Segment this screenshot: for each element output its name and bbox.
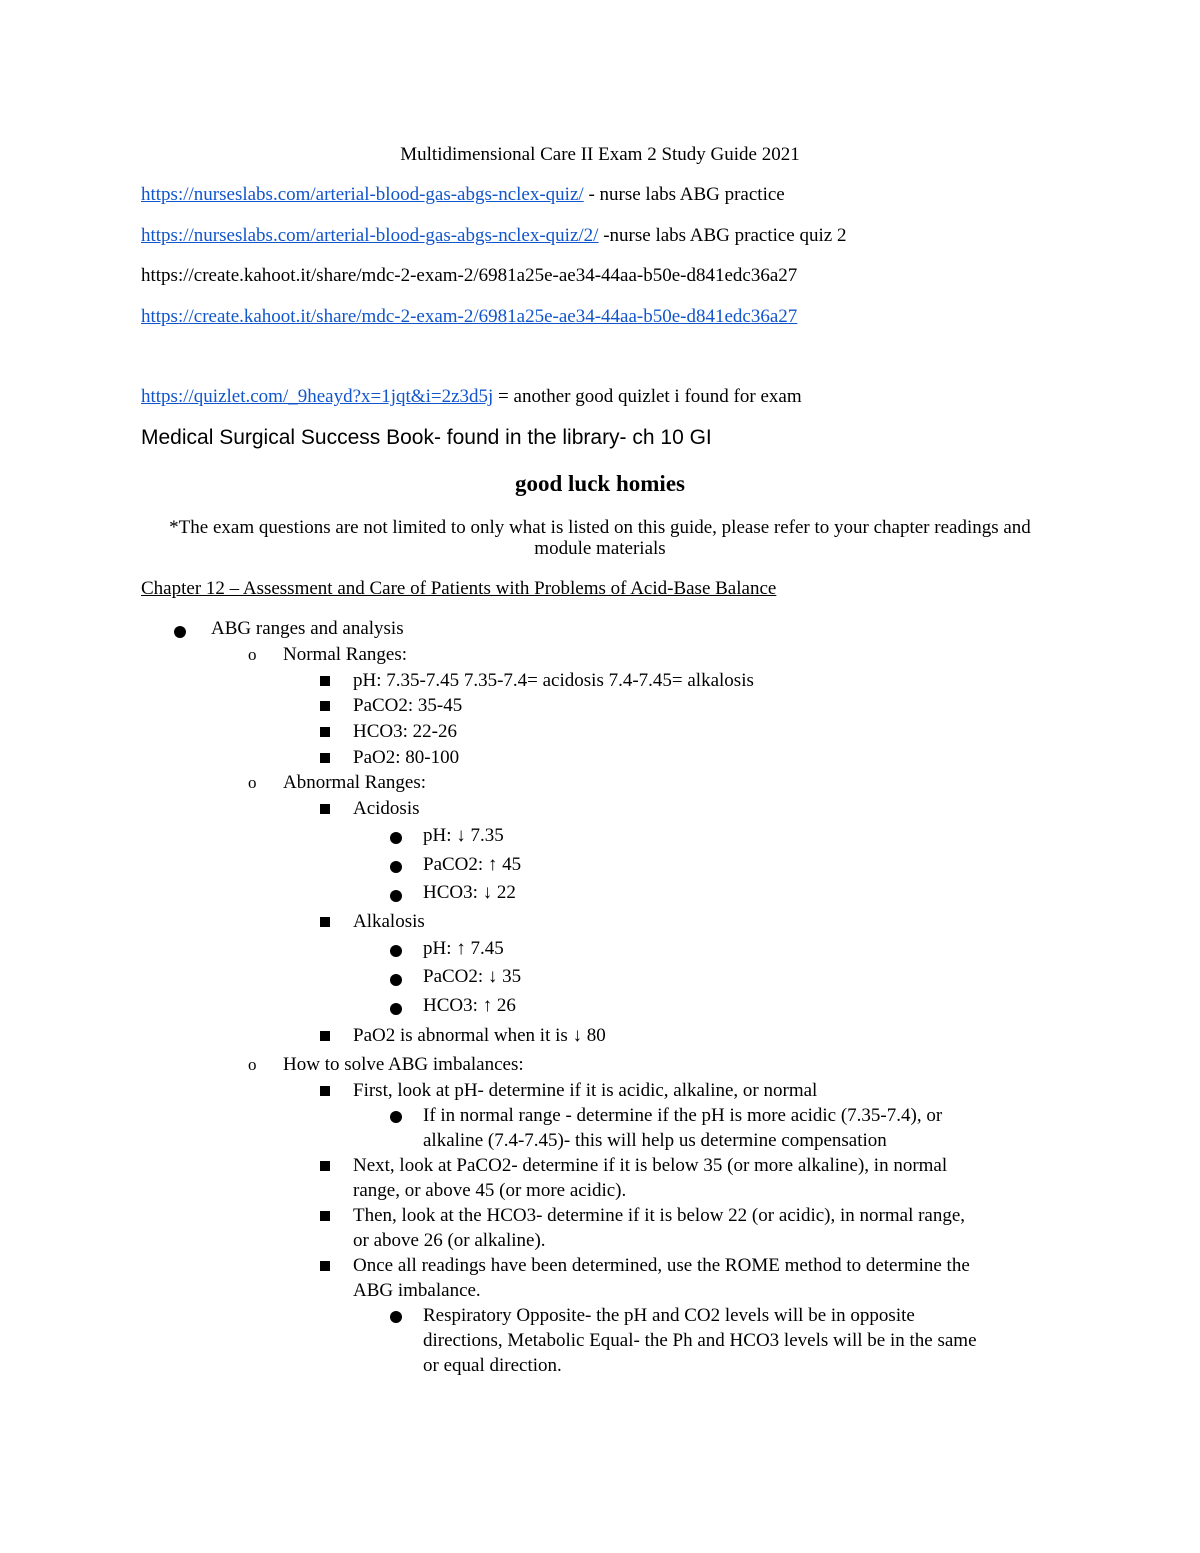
quizlet-line xyxy=(141,386,802,408)
outline-item-continued: or above 26 (or alkaline). xyxy=(353,1230,546,1251)
nurselabs-quiz-link[interactable]: https://nurseslabs.com/arterial-blood-gas-abgs-nclex-quiz/ xyxy=(141,184,584,205)
outline-item: Normal Ranges: xyxy=(283,644,408,665)
outline-item: Abnormal Ranges: xyxy=(283,772,427,793)
outline-item-continued: directions, Metabolic Equal- the Ph and HCO3 levels will be in the same xyxy=(423,1330,977,1351)
outline-item: HCO3: ↓ 22 xyxy=(423,882,516,903)
outline-item: ABG ranges and analysis xyxy=(211,618,404,639)
outline-item-continued: or equal direction. xyxy=(423,1355,562,1376)
outline-item: Once all readings have been determined, use the ROME method to determine the xyxy=(353,1255,970,1276)
disclaimer-line-2: module materials xyxy=(534,538,666,559)
hollow-o-bullet-icon: o xyxy=(248,645,257,664)
outline-item: pH: ↓ 7.35 xyxy=(423,825,504,846)
book-note: Medical Surgical Success Book- found in the library- ch 10 GI xyxy=(141,426,712,449)
outline-item: HCO3: ↑ 26 xyxy=(423,995,516,1016)
link-description: -nurse labs ABG practice quiz 2 xyxy=(598,225,847,246)
outline-item: pH: 7.35-7.45 7.35-7.4= acidosis 7.4-7.45= alkalosis xyxy=(353,670,754,691)
outline-item: PaO2: 80-100 xyxy=(353,747,460,768)
outline-item: Then, look at the HCO3- determine if it is below 22 (or acidic), in normal range, xyxy=(353,1205,966,1226)
outline-item: pH: ↑ 7.45 xyxy=(423,938,504,959)
outline-item: PaCO2: 35-45 xyxy=(353,695,463,716)
kahoot-link[interactable]: https://create.kahoot.it/share/mdc-2-exam-2/6981a25e-ae34-44aa-b50e-d841edc36a27 xyxy=(141,306,798,327)
nurselabs-quiz-2-link[interactable]: https://nurseslabs.com/arterial-blood-gas-abgs-nclex-quiz/2/ xyxy=(141,225,599,246)
outline-item: PaCO2: ↑ 45 xyxy=(423,854,522,875)
outline-item-continued: alkaline (7.4-7.45)- this will help us determine compensation xyxy=(423,1130,887,1151)
link-line-kahoot xyxy=(141,306,797,328)
quizlet-link[interactable]: https://quizlet.com/_9heayd?x=1jqt&i=2z3d5j xyxy=(141,386,494,407)
outline-item: If in normal range - determine if the pH is more acidic (7.35-7.4), or xyxy=(423,1105,943,1126)
hollow-o-bullet-icon: o xyxy=(248,773,257,792)
chapter-heading: Chapter 12 – Assessment and Care of Patients with Problems of Acid-Base Balance xyxy=(141,578,777,599)
outline-item: Respiratory Opposite- the pH and CO2 levels will be in opposite xyxy=(423,1305,915,1326)
disclaimer-line-1: *The exam questions are not limited to only what is listed on this guide, please refer to your chapter readings and xyxy=(169,517,1031,538)
outline-item: First, look at pH- determine if it is acidic, alkaline, or normal xyxy=(353,1080,818,1101)
outline-item: PaCO2: ↓ 35 xyxy=(423,966,522,987)
quizlet-description: = another good quizlet i found for exam xyxy=(493,386,802,407)
outline-item-continued: ABG imbalance. xyxy=(353,1280,481,1301)
link-description: - nurse labs ABG practice xyxy=(583,184,785,205)
outline-item: PaO2 is abnormal when it is ↓ 80 xyxy=(353,1025,606,1046)
outline-item: How to solve ABG imbalances: xyxy=(283,1054,524,1075)
document-title: Multidimensional Care II Exam 2 Study Guide 2021 xyxy=(400,144,800,165)
kahoot-plain-url: https://create.kahoot.it/share/mdc-2-exam-2/6981a25e-ae34-44aa-b50e-d841edc36a27 xyxy=(141,265,798,286)
outline-item-continued: range, or above 45 (or more acidic). xyxy=(353,1180,627,1201)
outline-item: HCO3: 22-26 xyxy=(353,721,457,742)
hollow-o-bullet-icon: o xyxy=(248,1055,257,1074)
outline-item: Alkalosis xyxy=(353,911,425,932)
outline-item: Next, look at PaCO2- determine if it is below 35 (or more alkaline), in normal xyxy=(353,1155,948,1176)
link-line-2 xyxy=(141,225,846,247)
good-luck-heading: good luck homies xyxy=(515,471,685,496)
link-line-1 xyxy=(141,184,785,206)
outline-item: Acidosis xyxy=(353,798,420,819)
